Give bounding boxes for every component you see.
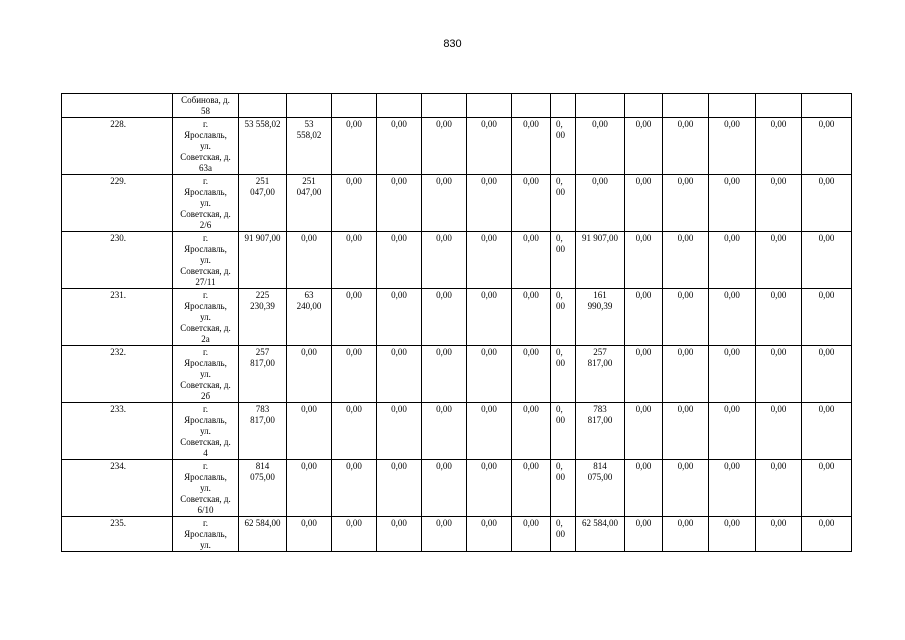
- value-cell: 0,00: [287, 346, 332, 403]
- value-cell: 0, 00: [551, 403, 576, 460]
- value-cell: 0, 00: [551, 289, 576, 346]
- value-cell: 0,00: [287, 403, 332, 460]
- value-cell: 0,00: [467, 403, 512, 460]
- row-number-cell: 235.: [62, 517, 173, 552]
- value-cell: 0,00: [625, 346, 663, 403]
- value-cell: 0,00: [467, 460, 512, 517]
- value-cell: 0,00: [422, 403, 467, 460]
- value-cell: 0,00: [422, 175, 467, 232]
- value-cell: 0,00: [756, 403, 802, 460]
- value-cell: 0,00: [332, 175, 377, 232]
- value-cell: 0,00: [512, 289, 551, 346]
- value-cell: 0,00: [512, 460, 551, 517]
- value-cell: 0,00: [709, 118, 756, 175]
- value-cell: 0,00: [332, 517, 377, 552]
- value-cell: 0,00: [663, 346, 709, 403]
- address-cell: г. Ярославль, ул. Советская, д. 2/6: [173, 175, 239, 232]
- value-cell: 53 558,02: [287, 118, 332, 175]
- value-cell: 0,00: [802, 517, 852, 552]
- value-cell: 0,00: [625, 460, 663, 517]
- value-cell: 0,00: [625, 403, 663, 460]
- value-cell: 0,00: [802, 346, 852, 403]
- row-number-cell: 232.: [62, 346, 173, 403]
- value-cell: 91 907,00: [576, 232, 625, 289]
- value-cell: 0,00: [512, 118, 551, 175]
- row-number-cell: 233.: [62, 403, 173, 460]
- value-cell: 0,00: [625, 517, 663, 552]
- value-cell: 0,00: [663, 403, 709, 460]
- value-cell: 53 558,02: [239, 118, 287, 175]
- value-cell: 251 047,00: [239, 175, 287, 232]
- value-cell: 0, 00: [551, 175, 576, 232]
- value-cell: 161 990,39: [576, 289, 625, 346]
- value-cell: 0,00: [709, 346, 756, 403]
- value-cell: 0,00: [576, 118, 625, 175]
- value-cell: 0,00: [625, 118, 663, 175]
- table-row: [62, 232, 852, 289]
- value-cell: 0,00: [663, 460, 709, 517]
- value-cell: 0,00: [756, 517, 802, 552]
- value-cell: 0,00: [802, 289, 852, 346]
- value-cell: 0,00: [709, 232, 756, 289]
- value-cell: 0,00: [756, 232, 802, 289]
- value-cell: 0,00: [802, 403, 852, 460]
- value-cell: 0,00: [377, 175, 422, 232]
- address-cell: г. Ярославль, ул. Советская, д. 2а: [173, 289, 239, 346]
- value-cell: 0,00: [422, 118, 467, 175]
- value-cell: 0,00: [663, 517, 709, 552]
- value-cell: 0,00: [332, 289, 377, 346]
- value-cell: 63 240,00: [287, 289, 332, 346]
- address-cell: Собинова, д. 58: [173, 94, 239, 118]
- value-cell: 0,00: [756, 460, 802, 517]
- value-cell: 783 817,00: [576, 403, 625, 460]
- value-cell: 0,00: [802, 118, 852, 175]
- address-cell: г. Ярославль, ул. Советская, д. 4: [173, 403, 239, 460]
- value-cell: 0,00: [756, 289, 802, 346]
- table-row: [62, 460, 852, 517]
- value-cell: 0,00: [467, 232, 512, 289]
- value-cell: 0,00: [756, 346, 802, 403]
- value-cell: 0,00: [422, 517, 467, 552]
- value-cell: 783 817,00: [239, 403, 287, 460]
- value-cell: 0,00: [756, 118, 802, 175]
- row-number-cell: 234.: [62, 460, 173, 517]
- table-row: [62, 517, 852, 552]
- value-cell: 814 075,00: [576, 460, 625, 517]
- value-cell: 62 584,00: [239, 517, 287, 552]
- value-cell: 814 075,00: [239, 460, 287, 517]
- value-cell: 0,00: [576, 175, 625, 232]
- value-cell: 0,00: [287, 460, 332, 517]
- value-cell: 0,00: [512, 346, 551, 403]
- value-cell: 0,00: [663, 232, 709, 289]
- value-cell: 0,00: [332, 346, 377, 403]
- value-cell: 0,00: [377, 403, 422, 460]
- table-row: [62, 289, 852, 346]
- value-cell: 0, 00: [551, 118, 576, 175]
- num-cell: [62, 94, 173, 118]
- value-cell: 0,00: [377, 346, 422, 403]
- value-cell: 0,00: [287, 517, 332, 552]
- registry-table: [61, 93, 852, 552]
- value-cell: 0,00: [287, 232, 332, 289]
- value-cell: 0,00: [709, 460, 756, 517]
- value-cell: 62 584,00: [576, 517, 625, 552]
- value-cell: 0,00: [377, 232, 422, 289]
- value-cell: 0,00: [332, 232, 377, 289]
- value-cell: 0, 00: [551, 460, 576, 517]
- address-cell: г. Ярославль, ул. Советская, д. 2б: [173, 346, 239, 403]
- value-cell: 0,00: [422, 346, 467, 403]
- table-row: [62, 403, 852, 460]
- value-cell: 91 907,00: [239, 232, 287, 289]
- value-cell: 0,00: [467, 517, 512, 552]
- value-cell: 251 047,00: [287, 175, 332, 232]
- value-cell: 0,00: [709, 289, 756, 346]
- row-number-cell: 230.: [62, 232, 173, 289]
- value-cell: 0,00: [512, 232, 551, 289]
- value-cell: 0,00: [663, 289, 709, 346]
- value-cell: 0,00: [467, 346, 512, 403]
- value-cell: 0,00: [512, 517, 551, 552]
- row-number-cell: 231.: [62, 289, 173, 346]
- table-row: [62, 94, 852, 118]
- value-cell: 0,00: [625, 175, 663, 232]
- value-cell: 0, 00: [551, 346, 576, 403]
- value-cell: 0,00: [467, 175, 512, 232]
- value-cell: 0,00: [663, 118, 709, 175]
- value-cell: 0,00: [512, 175, 551, 232]
- value-cell: 0,00: [422, 232, 467, 289]
- value-cell: 0,00: [625, 289, 663, 346]
- value-cell: 0,00: [467, 118, 512, 175]
- table-row: [62, 346, 852, 403]
- value-cell: 0,00: [512, 403, 551, 460]
- value-cell: 0,00: [709, 517, 756, 552]
- address-cell: г. Ярославль, ул.: [173, 517, 239, 552]
- value-cell: 0,00: [377, 118, 422, 175]
- value-cell: 225 230,39: [239, 289, 287, 346]
- value-cell: 0,00: [467, 289, 512, 346]
- address-cell: г. Ярославль, ул. Советская, д. 63а: [173, 118, 239, 175]
- value-cell: 257 817,00: [576, 346, 625, 403]
- value-cell: 0,00: [709, 175, 756, 232]
- value-cell: 0,00: [802, 460, 852, 517]
- value-cell: 0,00: [332, 460, 377, 517]
- value-cell: 0, 00: [551, 232, 576, 289]
- value-cell: 0,00: [625, 232, 663, 289]
- value-cell: 0,00: [802, 232, 852, 289]
- value-cell: 0,00: [377, 289, 422, 346]
- value-cell: 0,00: [377, 517, 422, 552]
- value-cell: 0,00: [802, 175, 852, 232]
- table-row: [62, 118, 852, 175]
- value-cell: 0,00: [332, 403, 377, 460]
- value-cell: 0,00: [422, 460, 467, 517]
- row-number-cell: 228.: [62, 118, 173, 175]
- value-cell: 0,00: [377, 460, 422, 517]
- value-cell: 0,00: [332, 118, 377, 175]
- value-cell: 0,00: [709, 403, 756, 460]
- page-number: 830: [443, 38, 462, 50]
- value-cell: 0,00: [663, 175, 709, 232]
- row-number-cell: 229.: [62, 175, 173, 232]
- address-cell: г. Ярославль, ул. Советская, д. 6/10: [173, 460, 239, 517]
- address-cell: г. Ярославль, ул. Советская, д. 27/11: [173, 232, 239, 289]
- value-cell: 0,00: [756, 175, 802, 232]
- value-cell: 0, 00: [551, 517, 576, 552]
- table-row: [62, 175, 852, 232]
- value-cell: 0,00: [422, 289, 467, 346]
- value-cell: 257 817,00: [239, 346, 287, 403]
